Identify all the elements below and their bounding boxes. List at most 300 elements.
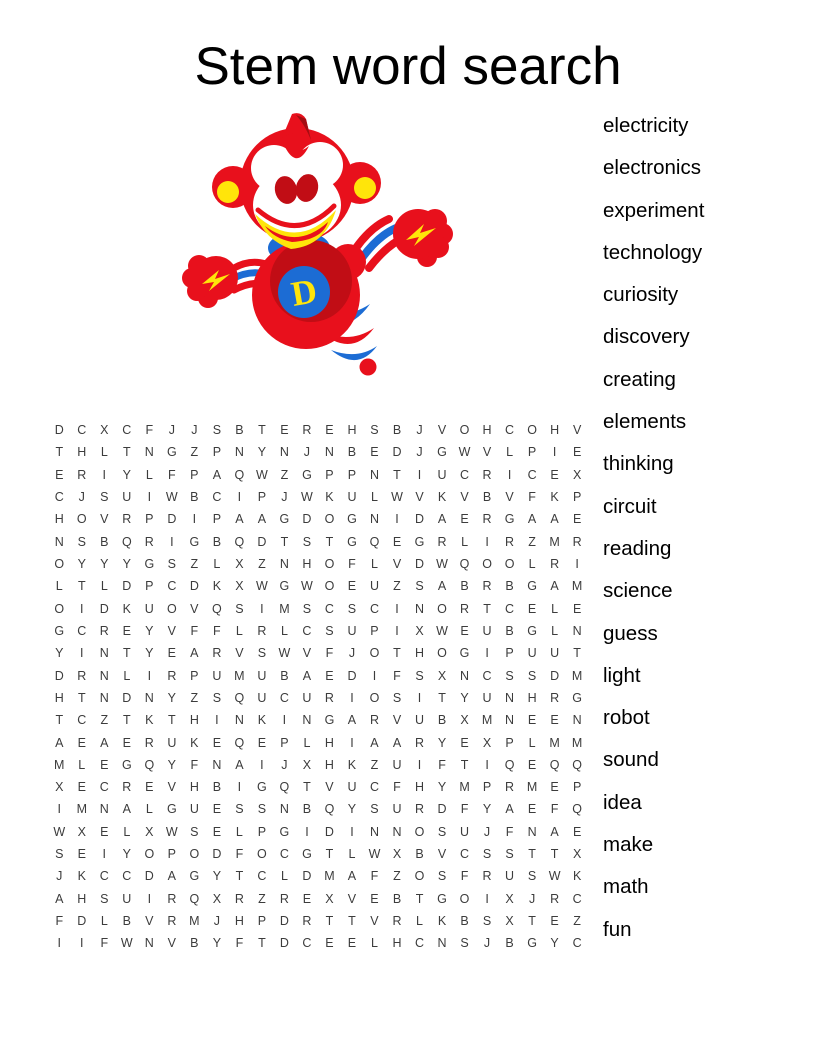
grid-letter: P [527,445,537,460]
grid-letter: N [505,713,515,728]
grid-letter: T [258,423,266,438]
grid-letter: J [416,445,423,460]
grid-letter: Y [145,646,154,661]
grid-letter: R [482,512,492,527]
grid-letter: S [482,914,492,929]
grid-letter: B [280,668,289,683]
grid-letter: P [505,646,514,661]
grid-letter: Q [504,757,515,772]
grid-letter: S [505,847,514,862]
grid-letter: W [301,579,313,594]
grid-letter: F [393,780,401,795]
grid-letter: Z [100,713,109,728]
grid-letter: D [324,824,334,839]
grid-letter: S [347,601,357,616]
grid-letter: I [80,601,84,616]
grid-letter: S [302,601,312,616]
grid-letter: L [123,824,131,839]
grid-letter: V [415,490,424,505]
grid-letter: I [147,891,152,906]
grid-letter: P [572,490,582,505]
grid-letter: E [122,623,131,638]
grid-letter: O [257,847,267,862]
grid-letter: L [280,623,288,638]
grid-letter: L [78,757,86,772]
grid-letter: E [370,445,379,460]
grid-letter: T [235,869,244,884]
grid-letter: G [166,445,177,460]
grid-letter: R [302,914,312,929]
grid-letter: E [325,668,334,683]
grid-letter: I [147,668,152,683]
grid-letter: V [167,623,176,638]
grid-letter: W [165,490,178,505]
grid-letter: C [527,467,537,482]
grid-letter: N [572,713,582,728]
grid-letter: V [347,891,357,906]
grid-letter: T [122,445,131,460]
grid-letter: K [257,713,267,728]
grid-letter: D [437,802,447,817]
grid-letter: L [303,735,311,750]
grid-letter: U [460,824,470,839]
grid-letter: W [391,490,403,505]
grid-letter: Q [212,601,222,616]
grid-letter: V [145,914,154,929]
grid-letter: D [302,869,312,884]
grid-letter: J [281,757,288,772]
grid-letter: Y [460,690,469,705]
word-item: creating [603,367,676,391]
grid-letter: R [437,534,447,549]
grid-letter: O [414,869,425,884]
grid-letter: W [458,445,471,460]
grid-letter: E [392,534,402,549]
grid-letter: C [77,423,87,438]
grid-letter: N [460,668,470,683]
grid-letter: M [526,780,538,795]
grid-letter: J [168,423,175,438]
grid-letter: E [257,735,267,750]
grid-letter: Y [167,690,176,705]
grid-letter: K [347,757,357,772]
grid-letter: N [527,824,537,839]
grid-letter: Q [234,467,245,482]
grid-letter: L [235,824,243,839]
grid-letter: R [122,512,132,527]
grid-letter: X [460,713,469,728]
grid-letter: V [505,490,514,505]
grid-letter: Y [145,623,154,638]
grid-letter: B [392,891,402,906]
grid-letter: H [347,423,357,438]
grid-letter: S [100,490,109,505]
grid-letter: V [460,490,469,505]
word-item: thinking [603,452,674,476]
grid-letter: N [99,646,109,661]
grid-letter: A [550,579,559,594]
grid-letter: M [459,780,470,795]
grid-letter: T [55,713,64,728]
grid-letter: D [99,601,109,616]
grid-letter: Z [370,757,379,772]
grid-letter: I [507,467,512,482]
grid-letter: U [347,490,357,505]
grid-letter: X [505,914,514,929]
grid-letter: E [527,757,537,772]
grid-letter: N [369,467,379,482]
grid-letter: L [145,467,153,482]
grid-letter: S [370,423,379,438]
grid-letter: B [212,534,222,549]
grid-letter: G [324,713,335,728]
grid-letter: U [347,780,357,795]
word-item: discovery [603,325,690,349]
grid-letter: L [528,735,536,750]
grid-letter: O [324,557,335,572]
grid-letter: I [102,467,107,482]
grid-letter: U [482,623,492,638]
grid-letter: R [460,601,470,616]
grid-letter: Z [393,869,401,884]
grid-letter: F [438,757,446,772]
word-item: electricity [603,114,689,137]
grid-letter: Y [122,467,131,482]
grid-letter: O [369,690,380,705]
grid-letter: J [303,445,311,460]
grid-letter: I [350,824,354,839]
word-item: guess [603,621,658,645]
grid-letter: U [527,646,537,661]
grid-letter: B [302,802,312,817]
grid-letter: H [189,713,199,728]
grid-letter: H [54,512,64,527]
grid-letter: Y [347,802,357,817]
grid-letter: Z [190,690,199,705]
grid-letter: O [482,557,492,572]
grid-letter: L [371,936,378,951]
grid-letter: Y [550,936,559,951]
grid-letter: V [437,423,447,438]
grid-letter: T [122,646,131,661]
grid-letter: S [415,579,424,594]
grid-letter: A [437,579,447,594]
grid-letter: Q [189,891,200,906]
grid-letter: W [120,936,133,951]
grid-letter: G [189,534,200,549]
grid-letter: N [279,557,289,572]
grid-letter: E [527,802,537,817]
grid-letter: U [369,579,379,594]
grid-letter: G [347,512,357,527]
grid-letter: F [550,802,559,817]
mascot-right-hand [393,209,453,267]
grid-letter: X [325,891,334,906]
word-item: curiosity [603,283,679,307]
grid-letter: K [145,713,154,728]
grid-letter: V [167,936,176,951]
grid-letter: W [255,467,268,482]
grid-letter: G [279,512,290,527]
grid-letter: L [100,579,108,594]
grid-letter: U [189,802,199,817]
grid-letter: C [505,423,515,438]
grid-letter: F [190,757,199,772]
grid-letter: Y [122,847,131,862]
grid-letter: E [280,423,289,438]
grid-letter: J [213,914,220,929]
grid-letter: E [550,467,559,482]
grid-letter: P [190,668,199,683]
grid-letter: W [368,847,381,862]
grid-letter: D [54,423,64,438]
grid-letter: O [459,891,470,906]
grid-letter: R [77,668,87,683]
grid-letter: R [167,914,177,929]
grid-letter: N [144,690,154,705]
grid-letter: Q [324,802,335,817]
word-item: reading [603,536,672,560]
grid-letter: I [485,891,489,906]
grid-letter: P [212,512,222,527]
grid-letter: O [369,646,380,661]
grid-letter: K [550,490,559,505]
grid-letter: T [483,601,491,616]
grid-letter: T [573,646,581,661]
word-item: robot [603,706,650,730]
grid-letter: P [280,735,289,750]
grid-letter: H [482,423,492,438]
grid-letter: Y [122,557,131,572]
grid-letter: F [325,646,334,661]
grid-letter: C [369,601,379,616]
grid-letter: S [505,668,514,683]
grid-letter: T [528,914,536,929]
grid-letter: V [302,646,312,661]
grid-letter: G [347,534,357,549]
grid-letter: L [100,445,108,460]
grid-letter: A [370,735,379,750]
grid-letter: I [552,445,557,460]
grid-letter: L [235,623,243,638]
grid-letter: H [189,780,199,795]
grid-letter: T [393,467,401,482]
grid-letter: I [260,601,264,616]
grid-letter: U [414,713,425,728]
puzzle-grid [48,419,588,955]
grid-letter: B [505,579,514,594]
grid-letter: G [121,757,132,772]
grid-letter: R [212,646,222,661]
grid-letter: I [57,802,61,817]
grid-letter: L [506,445,514,460]
grid-letter: L [371,490,378,505]
grid-letter: R [234,891,244,906]
grid-letter: M [76,802,87,817]
grid-letter: D [414,512,425,527]
grid-letter: H [234,914,244,929]
grid-letter: S [212,423,222,438]
grid-letter: P [145,512,154,527]
grid-letter: I [395,601,399,616]
grid-letter: D [302,512,312,527]
grid-letter: L [100,914,108,929]
grid-letter: O [54,601,65,616]
grid-letter: D [347,668,357,683]
grid-letter: H [54,690,64,705]
grid-letter: V [482,445,492,460]
grid-letter: F [213,623,221,638]
grid-letter: F [460,869,469,884]
grid-letter: I [485,534,489,549]
grid-letter: E [77,780,86,795]
grid-letter: B [415,847,424,862]
grid-letter: Z [393,579,401,594]
grid-letter: N [234,445,244,460]
grid-letter: S [212,690,222,705]
word-item: make [603,833,654,857]
grid-letter: X [100,423,109,438]
grid-letter: R [414,735,425,750]
grid-letter: L [123,668,131,683]
grid-letter: T [258,936,266,951]
grid-letter: Y [257,445,267,460]
grid-letter: E [347,579,357,594]
grid-letter: L [551,601,559,616]
grid-letter: H [324,757,334,772]
grid-letter: I [57,936,61,951]
word-item: circuit [603,494,657,518]
grid-letter: C [99,780,109,795]
grid-letter: U [144,601,154,616]
grid-letter: L [416,914,423,929]
grid-letter: H [414,780,425,795]
grid-letter: O [76,512,87,527]
grid-letter: T [460,757,469,772]
grid-letter: A [392,735,402,750]
grid-letter: U [347,623,357,638]
grid-letter: H [324,735,334,750]
grid-letter: R [482,869,492,884]
grid-letter: V [392,557,402,572]
grid-letter: F [505,824,514,839]
grid-letter: X [302,757,312,772]
grid-letter: O [459,423,470,438]
grid-letter: E [460,735,469,750]
grid-letter: N [369,824,379,839]
grid-letter: H [550,423,560,438]
grid-letter: X [572,847,582,862]
grid-letter: I [395,623,399,638]
grid-letter: S [527,668,537,683]
grid-letter: A [437,512,447,527]
grid-letter: N [324,445,334,460]
grid-letter: X [392,847,402,862]
grid-letter: T [438,690,446,705]
grid-letter: N [144,936,154,951]
grid-letter: J [483,936,491,951]
grid-letter: O [504,557,515,572]
grid-letter: E [347,936,357,951]
grid-letter: E [212,735,222,750]
grid-letter: P [482,780,492,795]
grid-letter: S [437,824,447,839]
grid-letter: Y [437,780,447,795]
grid-letter: M [54,757,65,772]
grid-letter: G [257,780,267,795]
grid-letter: D [279,914,289,929]
grid-letter: G [414,534,425,549]
grid-letter: I [237,780,242,795]
grid-letter: F [168,467,176,482]
grid-letter: T [303,780,311,795]
grid-letter: E [527,713,537,728]
grid-letter: S [460,936,469,951]
grid-letter: C [324,601,334,616]
grid-letter: E [77,847,86,862]
grid-letter: L [551,623,559,638]
grid-letter: U [392,802,402,817]
grid-letter: M [189,914,200,929]
grid-letter: G [437,445,447,460]
grid-letter: N [279,802,289,817]
grid-letter: S [167,557,176,572]
grid-letter: P [167,847,176,862]
grid-letter: W [165,824,178,839]
grid-letter: A [257,512,267,527]
grid-letter: X [437,668,447,683]
grid-letter: X [212,891,222,906]
grid-letter: E [550,713,559,728]
grid-letter: F [235,936,244,951]
grid-letter: S [302,534,312,549]
grid-letter: A [55,735,64,750]
grid-letter: M [571,579,583,594]
grid-letter: X [145,824,154,839]
word-list [603,105,704,951]
grid-letter: J [56,869,63,884]
grid-letter: A [100,735,109,750]
grid-letter: I [417,467,422,482]
grid-letter: O [527,423,537,438]
grid-letter: P [190,467,199,482]
grid-letter: U [167,735,177,750]
grid-letter: R [257,623,267,638]
grid-letter: S [235,601,244,616]
grid-letter: C [505,601,515,616]
grid-letter: B [437,713,447,728]
grid-letter: E [550,914,559,929]
grid-letter: D [122,690,132,705]
word-item: math [603,875,649,899]
grid-letter: G [527,936,537,951]
grid-letter: T [77,690,86,705]
grid-letter: B [505,623,514,638]
grid-letter: U [392,757,402,772]
grid-letter: I [417,757,422,772]
grid-letter: J [78,490,85,505]
grid-letter: P [505,735,514,750]
word-item: elements [603,410,687,434]
grid-letter: G [504,512,515,527]
grid-letter: A [347,869,357,884]
grid-letter: X [55,780,64,795]
grid-letter: Z [528,534,536,549]
grid-letter: R [144,735,154,750]
grid-letter: S [392,690,402,705]
grid-letter: O [324,512,335,527]
grid-letter: E [302,891,312,906]
